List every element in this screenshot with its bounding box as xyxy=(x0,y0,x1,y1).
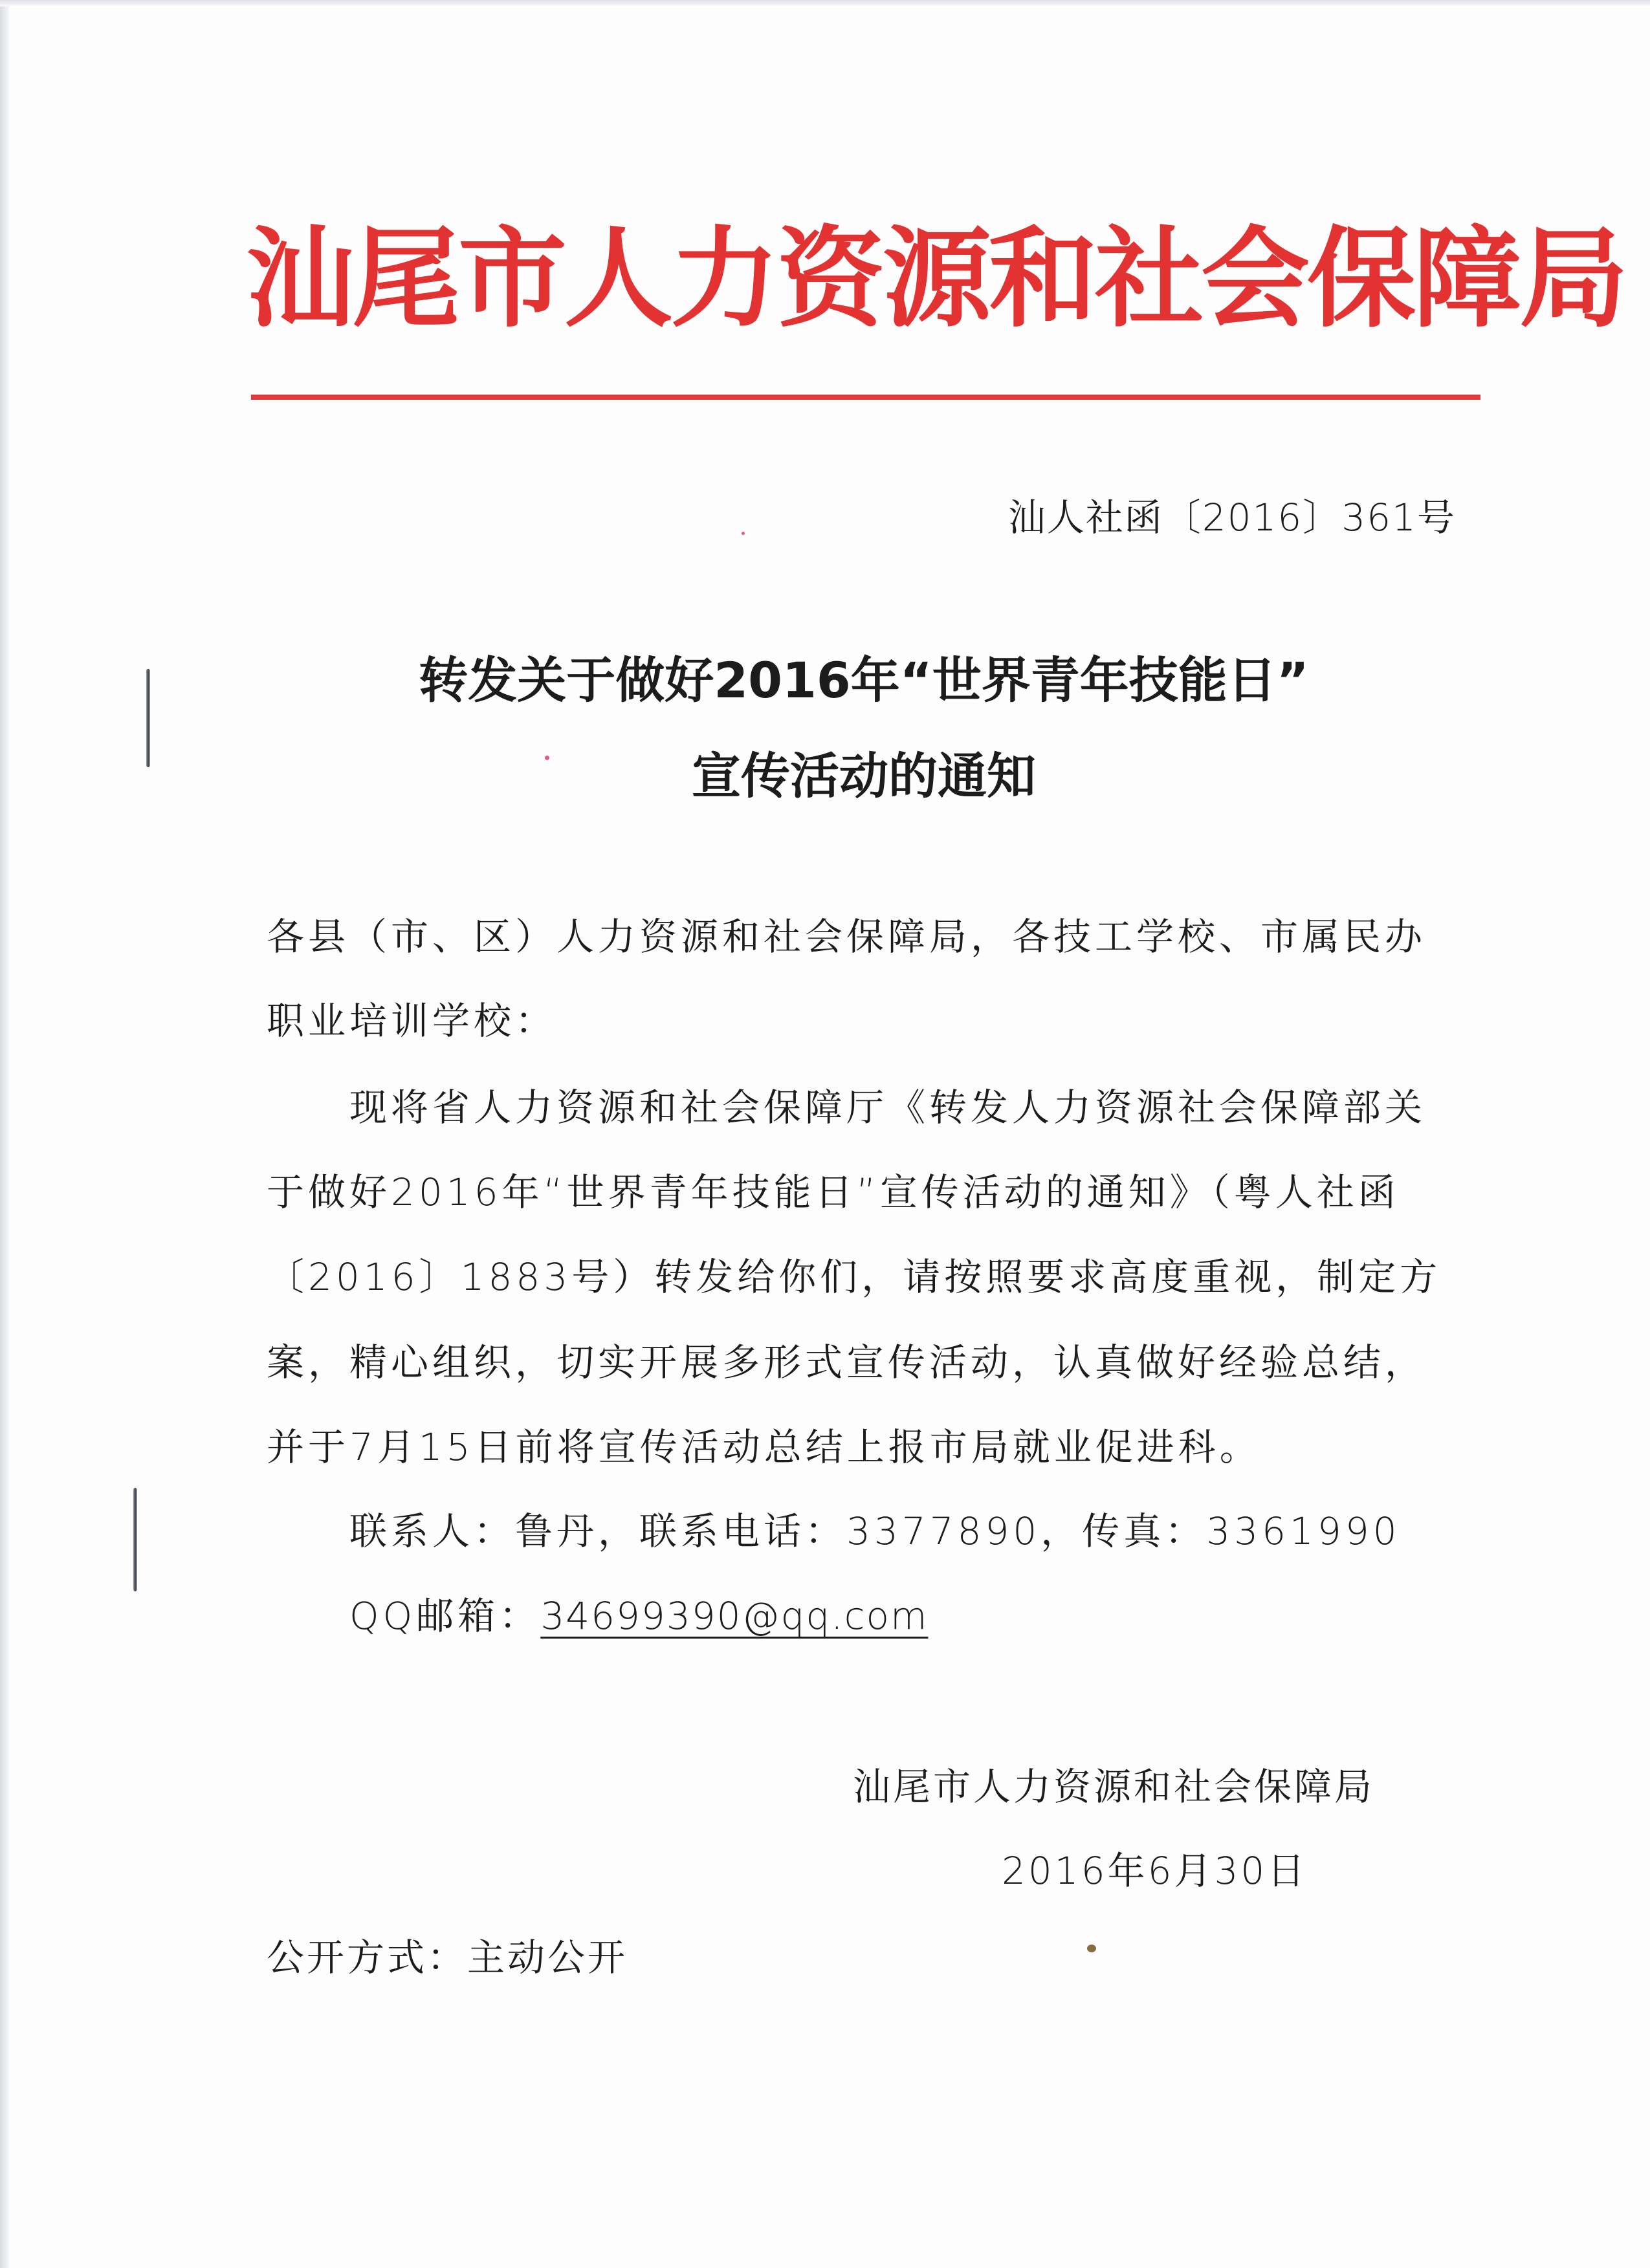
body-line-3: 〔2016〕1883号）转发给你们，请按照要求高度重视，制定方 xyxy=(267,1255,1442,1299)
body-line-4: 案，精心组织，切实开展多形式宣传活动，认真做好经验总结， xyxy=(267,1340,1427,1384)
notice-title-line-2: 宣传活动的通知 xyxy=(692,747,1036,805)
scan-edge-top xyxy=(0,0,1650,6)
document-number: 汕人社函〔2016〕361号 xyxy=(1007,496,1456,540)
email-label: QQ邮箱： xyxy=(349,1594,541,1638)
disclosure-mode: 公开方式：主动公开 xyxy=(267,1935,628,1979)
scan-speck xyxy=(1087,1945,1096,1952)
staple-mark-bottom xyxy=(133,1488,137,1591)
scan-speck xyxy=(742,532,745,535)
staple-mark-top xyxy=(146,669,150,767)
scan-edge-left xyxy=(0,0,9,2268)
addressee-line-2: 职业培训学校： xyxy=(267,999,557,1043)
contact-line: 联系人：鲁丹，联系电话：3377890，传真：3361990 xyxy=(349,1509,1401,1553)
scan-speck xyxy=(545,756,549,760)
email-link[interactable]: 34699390@qq.com xyxy=(540,1594,929,1638)
notice-title-line-1: 转发关于做好2016年“世界青年技能日” xyxy=(419,651,1309,709)
addressee-line-1: 各县（市、区）人力资源和社会保障局，各技工学校、市属民办 xyxy=(267,915,1427,959)
body-line-1: 现将省人力资源和社会保障厅《转发人力资源社会保障部关 xyxy=(349,1085,1427,1129)
issuer-signature: 汕尾市人力资源和社会保障局 xyxy=(853,1765,1375,1809)
body-line-2: 于做好2016年“世界青年技能日”宣传活动的通知》（粤人社函 xyxy=(267,1170,1400,1214)
letterhead-title: 汕尾市人力资源和社会保障局 xyxy=(246,214,1625,342)
issue-date: 2016年6月30日 xyxy=(1002,1849,1308,1893)
letterhead-red-rule xyxy=(251,395,1480,400)
email-line xyxy=(349,1590,928,1642)
body-line-5: 并于7月15日前将宣传活动总结上报市局就业促进科。 xyxy=(267,1425,1261,1469)
